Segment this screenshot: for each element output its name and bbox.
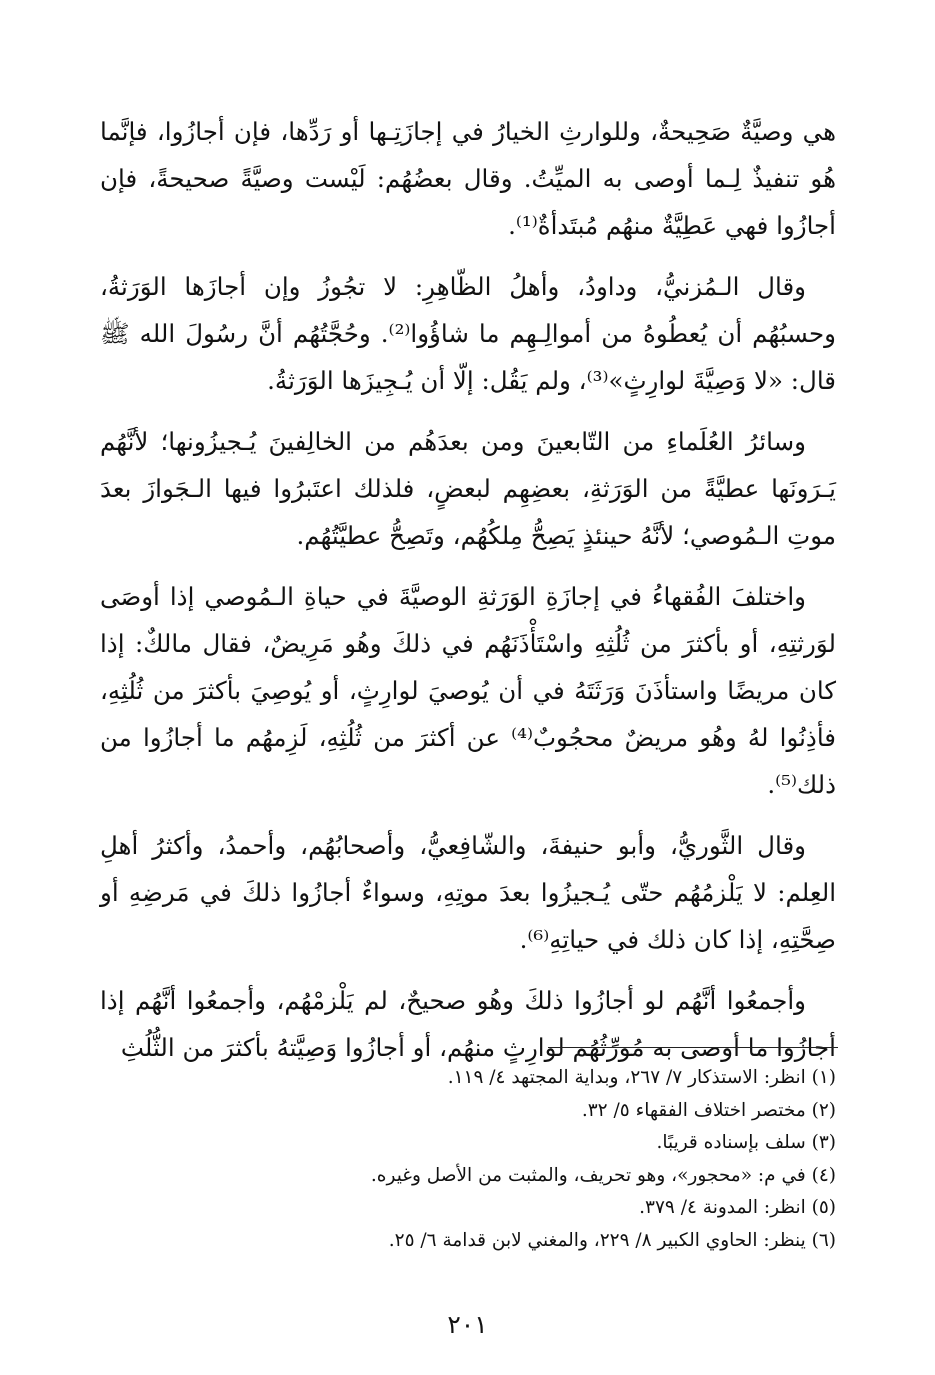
footnote-2: (٢) مختصر اختلاف الفقهاء ٥/ ٣٢. (581, 1099, 836, 1121)
main-text (100, 108, 836, 1085)
footnote-6: (٦) ينظر: الحاوي الكبير ٨/ ٢٢٩، والمغني لابن قدامة ٦/ ٢٥. (388, 1229, 836, 1251)
paragraph-2: وقال الـمُزنيُّ، وداودُ، وأهلُ الظّاهِرِ: لا تجُوزُ وإن أجازَها الوَرَثةُ، وحسبُهُم أن يُعطُوهُ من أموالِـهِم ما شاؤُوا⁽²⁾. وحُجَّتُهُم أنَّ رسُولَ الله ﷺ قال: «لا وَصِيَّةَ لوارِثٍ»⁽³⁾، ولم يَقُل: إلّا أن يُـجِيزَها الوَرَثةُ. (100, 272, 836, 395)
paragraph-3: وسائرُ العُلَماءِ من التّابعينَ ومن بعدَهُم من الخالِفينَ يُـجيزُونها؛ لأنَّهُم يَـرَونَها عطيَّةً من الوَرَثةِ، بعضِهِم لبعضٍ، فلذلك اعتَبرُوا فيها الـجَوازَ بعدَ موتِ الـمُوصي؛ لأنَّهُ حينئذٍ يَصِحُّ مِلكُهُم، وتَصِحُّ عطيَّتُهُم. (100, 427, 836, 550)
footnote-separator (548, 1047, 838, 1048)
page-number: ٢٠١ (447, 1310, 488, 1339)
footnote-4: (٤) في م: «محجور»، وهو تحريف، والمثبت من الأصل وغيره. (370, 1164, 836, 1186)
footnote-1: (١) انظر: الاستذكار ٧/ ٢٦٧، وبداية المجتهد ٤/ ١١٩. (447, 1067, 836, 1088)
paragraph-5: وقال الثَّوريُّ، وأبو حنيفةَ، والشّافِعيُّ، وأصحابُهُم، وأحمدُ، وأكثرُ أهلِ العِلم: لا يَلْزمُهُم حتّى يُـجيزُوا بعدَ موتِهِ، وسواءٌ أجازُوا ذلكَ في مَرضِهِ أو صِحَّتِهِ، إذا كان ذلك في حياتِهِ⁽⁶⁾. (100, 831, 836, 954)
paragraph-1: هي وصيَّةٌ صَحِيحةٌ، وللوارثِ الخيارُ في إجازَتِـها أو رَدِّها، فإن أجازُوا، فإنَّما هُو تنفيذٌ لِـما أوصى به الميِّتُ. وقال بعضُهُم: لَيْست وصيَّةً صحيحةً، فإن أجازُوا فهي عَطِيَّةٌ منهُم مُبتَدأةٌ⁽¹⁾. (100, 117, 836, 240)
paragraph-4: واختلفَ الفُقهاءُ في إجازَةِ الوَرَثةِ الوصيَّةَ في حياةِ الـمُوصي إذا أوصَى لوَرثتِهِ، أو بأكثرَ من ثُلُثِهِ واسْتَأْذَنَهُم في ذلكَ وهُو مَرِيضٌ، فقال مالكٌ: إذا كان مريضًا واستأذَنَ وَرَثَتَهُ في أن يُوصيَ لوارِثٍ، أو يُوصِيَ بأكثرَ من ثُلُثِهِ، فأذِنُوا لهُ وهُو مريضٌ محجُوبٌ⁽⁴⁾ عن أكثرَ من ثُلُثِهِ، لَزِمهُم ما أجازُوا من ذلك⁽⁵⁾. (100, 582, 837, 799)
footnote-3: (٣) سلف بإسناده قريبًا. (656, 1132, 836, 1153)
footnote-5: (٥) انظر: المدونة ٤/ ٣٧٩. (639, 1197, 836, 1218)
paragraph-6: وأجمعُوا أنَّهُم لو أجازُوا ذلكَ وهُو صحيحٌ، لم يَلْزمْهُم، وأجمعُوا أنَّهُم إذا أجازُوا ما أوصى به مُورِّثُهُم لوارِثٍ منهُم، أو أجازُوا وَصِيَّتهُ بأكثرَ من الثُّلُثِ (100, 986, 836, 1062)
footnotes-list (100, 1062, 836, 1257)
